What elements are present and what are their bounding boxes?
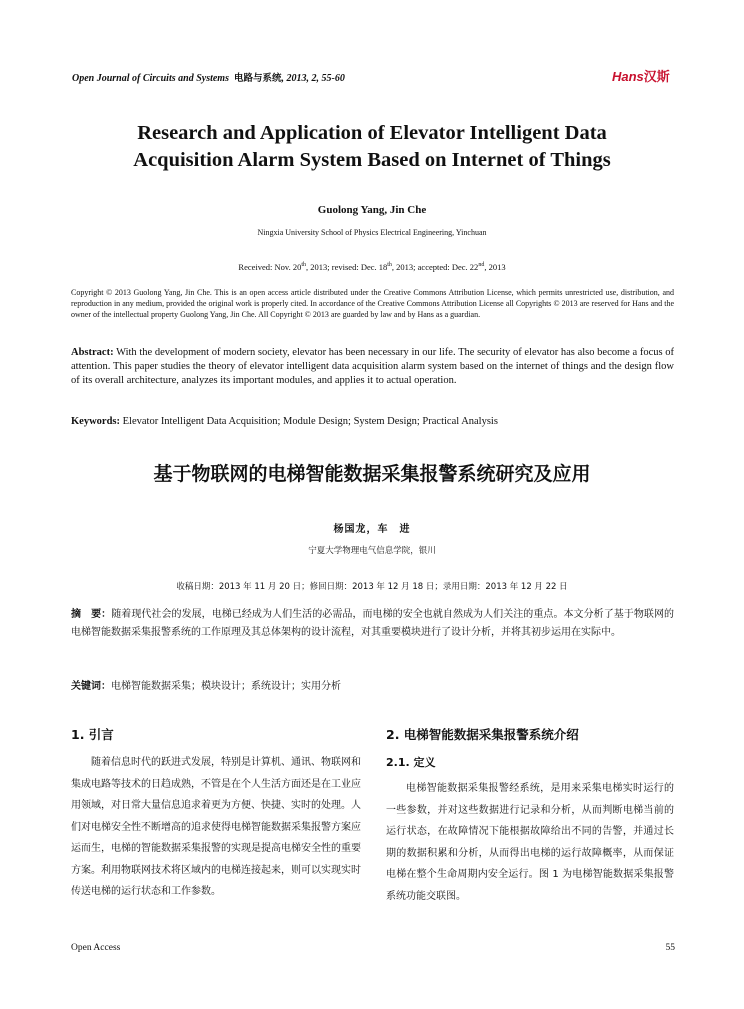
journal-name-cn: 电路与系统 [233, 73, 282, 84]
received-part: Received: Nov. 20 [238, 262, 302, 272]
keywords-cn-text: 电梯智能数据采集；模块设计；系统设计；实用分析 [111, 681, 341, 692]
logo-cn: 汉斯 [643, 69, 670, 84]
paper-title-en [40, 120, 704, 174]
accepted-part: , 2013; accepted: Dec. 22 [391, 262, 479, 272]
paper-title-cn: 基于物联网的电梯智能数据采集报警系统研究及应用 [153, 463, 591, 485]
ordinal-suffix: th [387, 262, 392, 269]
received-dates [0, 262, 744, 272]
section-1-text: 随着信息时代的跃进式发展，特别是计算机、通讯、物联网和集成电路等技术的日趋成熟，不管是在个人生活方面还是在工业应用领域，对日常大量信息追求着更为方便、快捷、实时的处理。人们对电梯安全性不断增高的追求使得电梯智能数据采集报警方案应运而生，电梯的智能数据采集报警的实现是提高电梯安全性的重要方案。利用物联网技术将区域内的电梯连接起来，则可以实现实时传送电梯的运行状态和工作参数。 [71, 757, 361, 897]
keywords-cn [71, 678, 674, 696]
keywords-en [71, 415, 674, 429]
year-part: , 2013 [484, 262, 506, 272]
journal-name: Open Journal of Circuits and Systems [72, 73, 229, 84]
title-line-2: Acquisition Alarm System Based on Internet of Things [133, 149, 611, 171]
authors-en: Guolong Yang, Jin Che [317, 204, 427, 216]
affiliation-en: Ningxia University School of Physics Electrical Engineering, Yinchuan [257, 228, 487, 237]
keywords-text: Elevator Intelligent Data Acquisition; Module Design; System Design; Practical Analysis [122, 416, 498, 427]
affiliation-cn: 宁夏大学物理电气信息学院，银川 [308, 546, 436, 556]
keywords-label: Keywords: [71, 416, 120, 427]
abstract-cn [71, 606, 674, 642]
received-dates-cn: 收稿日期：2013 年 11 月 20 日；修回日期：2013 年 12 月 18 日；录用日期：2013 年 12 月 22 日 [176, 582, 568, 592]
revised-part: , 2013; revised: Dec. 18 [306, 262, 388, 272]
abstract-label: Abstract: [71, 347, 114, 358]
title-line-1: Research and Application of Elevator Intelligent Data [137, 122, 607, 144]
abstract-text: With the development of modern society, elevator has been necessary in our life. The security of elevator has also become a focus of attention. This paper studies the theory of elevator intelligent data acquisition alarm system based on the internet of things and the design flow of its overall architecture, analyzes its important modules, and applies it to actual operation. [71, 347, 674, 386]
abstract-cn-label: 摘 要： [71, 609, 112, 620]
footer-open-access: Open Access [71, 943, 121, 953]
section-1-heading: 1. 引言 [71, 727, 114, 742]
publisher-logo [612, 66, 670, 85]
keywords-cn-label: 关键词： [71, 681, 111, 692]
abstract-cn-text: 随着现代社会的发展，电梯已经成为人们生活的必需品，而电梯的安全也就自然成为人们关注的重点。本文分析了基于物联网的电梯智能数据采集报警系统的工作原理及其总体架构的设计流程，对其重要模块进行了设计分析，并将其初步运用在实际中。 [71, 609, 675, 638]
section-2-heading: 2. 电梯智能数据采集报警系统介绍 [386, 727, 579, 742]
journal-header [72, 70, 345, 84]
page-number: 55 [665, 943, 675, 953]
section-2-1-heading: 2.1. 定义 [386, 756, 436, 769]
authors-cn: 杨国龙，车 进 [333, 524, 411, 535]
journal-citation: , 2013, 2, 55-60 [281, 73, 345, 84]
logo-latin: Hans [612, 69, 644, 84]
ordinal-suffix: th [301, 262, 307, 269]
section-2-1-text: 电梯智能数据采集报警经系统，是用来采集电梯实时运行的一些参数，并对这些数据进行记录和分析，从而判断电梯当前的运行状态，在故障情况下能根据故障给出不同的告警，并通过长期的数据积累和分析，从而得出电梯的运行故障概率，从而保证电梯在整个生命周期内安全运行。图 1 为电梯智能数据采集报警系统功能交联图。 [386, 783, 674, 902]
abstract-en [71, 346, 674, 388]
ordinal-suffix: nd [478, 262, 485, 269]
copyright-notice: Copyright © 2013 Guolong Yang, Jin Che. This is an open access article distributed under the Creative Commons Attribution License, which permits unrestricted use, distribution, and reproduction in any medium, provided the original work is properly cited. In accordance of the Creative Commons Attribution License all Copyrights © 2013 are reserved for Hans and the owner of the intellectual property Guolong Yang, Jin Che. All Copyright © 2013 are guarded by law and by Hans as a guardian. [71, 288, 674, 319]
